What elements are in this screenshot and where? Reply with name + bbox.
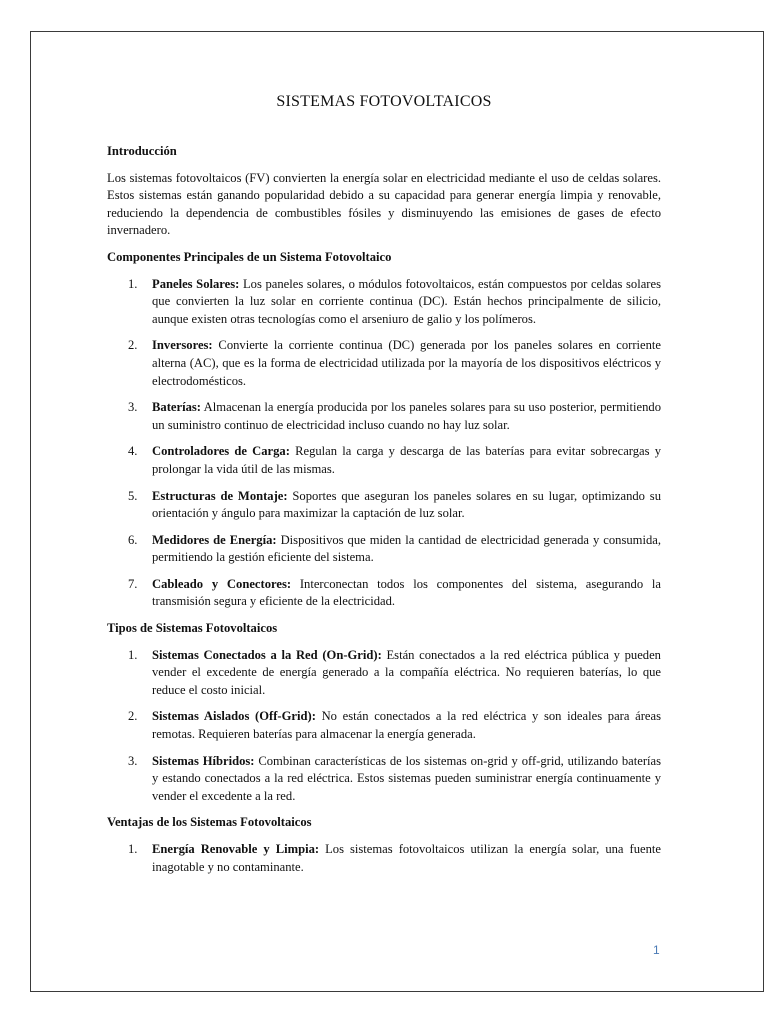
list-item [107, 576, 661, 611]
item-number: 2. [128, 338, 138, 353]
item-description: Dispositivos que miden la cantidad de electricidad generada y consumida, permitiendo la gestión eficiente del sistema. [152, 532, 661, 565]
components-list [107, 276, 661, 612]
item-description: Almacenan la energía producida por los paneles solares para su uso posterior, permitiendo un suministro continuo de electricidad incluso cuando no hay luz solar. [152, 400, 661, 432]
page-content [107, 92, 661, 885]
item-term: Cableado y Conectores: [152, 576, 292, 591]
intro-paragraph: Los sistemas fotovoltaicos (FV) convierten la energía solar en electricidad mediante el uso de celdas solares. Estos sistemas están ganando popularidad debido a su capacidad para generar energía limpia y renovable, reduciendo la dependencia de combustibles fósiles y disminuyendo las emisiones de gases de efecto invernadero. [107, 170, 661, 238]
list-item [107, 443, 661, 478]
item-number: 1. [128, 842, 138, 856]
section-heading-components: Componentes Principales de un Sistema Fotovoltaico [107, 249, 392, 264]
item-term: Inversores: [152, 338, 213, 353]
advantages-list [107, 841, 661, 876]
item-term: Estructuras de Montaje: [152, 488, 288, 503]
section-heading-types: Tipos de Sistemas Fotovoltaicos [107, 621, 278, 636]
section-heading-advantages: Ventajas de los Sistemas Fotovoltaicos [107, 815, 312, 830]
item-description: No están conectados a la red eléctrica y son ideales para áreas remotas. Requieren baterías para almacenar la energía generada. [152, 709, 661, 742]
item-number: 7. [128, 576, 138, 591]
item-description: Combinan características de los sistemas on-grid y off-grid, utilizando baterías y estando conectados a la red eléctrica. Estos sistemas pueden suministrar energía continuamente y vender el excedente a la red. [152, 753, 661, 803]
list-item [107, 399, 661, 434]
item-description: Los paneles solares, o módulos fotovoltaicos, están compuestos por celdas solares que convierten la luz solar en corriente continua (DC). Están hechos principalmente de silicio, aunque existen otras tecnologías como el arseniuro de galio y los polímeros. [152, 276, 661, 326]
item-term: Medidores de Energía: [152, 532, 277, 547]
item-term: Baterías: [152, 400, 201, 415]
item-description: Los sistemas fotovoltaicos utilizan la energía solar, una fuente inagotable y no contaminante. [152, 842, 661, 874]
item-number: 4. [128, 444, 138, 459]
section-heading-intro: Introducción [107, 144, 177, 158]
list-item [107, 488, 661, 523]
list-item [107, 532, 661, 567]
item-description: Regulan la carga y descarga de las baterías para evitar sobrecargas y prolongar la vida útil de las mismas. [152, 444, 662, 476]
page-number: 1 [653, 943, 660, 957]
list-item [107, 708, 661, 743]
list-item [107, 647, 661, 700]
list-item [107, 753, 661, 806]
list-item [107, 337, 661, 390]
item-number: 3. [128, 753, 138, 768]
item-number: 1. [128, 276, 138, 291]
document-page [30, 31, 764, 992]
item-number: 1. [128, 647, 138, 662]
item-number: 6. [128, 532, 138, 547]
item-term: Sistemas Híbridos: [152, 753, 255, 768]
item-description: Convierte la corriente continua (DC) generada por los paneles solares en corriente alterna (AC), que es la forma de electricidad utilizada por la mayoría de los dispositivos eléctricos y electrodomésticos. [152, 338, 661, 388]
document-title: SISTEMAS FOTOVOLTAICOS [276, 93, 492, 110]
item-number: 5. [128, 488, 138, 503]
types-list [107, 647, 661, 806]
item-description: Están conectados a la red eléctrica pública y pueden vender el excedente de energía generado a la compañía eléctrica. No requieren baterías, lo que reduce el costo inicial. [152, 647, 661, 697]
item-term: Paneles Solares: [152, 276, 240, 291]
item-number: 2. [128, 709, 138, 724]
list-item [107, 276, 661, 329]
item-term: Sistemas Aislados (Off-Grid): [152, 709, 316, 724]
item-description: Interconectan todos los componentes del sistema, asegurando la transmisión segura y eficiente de la electricidad. [152, 576, 661, 609]
item-term: Controladores de Carga: [152, 444, 290, 459]
list-item [107, 841, 661, 876]
item-description: Soportes que aseguran los paneles solares en su lugar, optimizando su orientación y ángulo para maximizar la captación de luz solar. [152, 488, 661, 521]
item-term: Energía Renovable y Limpia: [152, 842, 320, 856]
item-term: Sistemas Conectados a la Red (On-Grid): [152, 647, 382, 662]
item-number: 3. [128, 400, 138, 415]
